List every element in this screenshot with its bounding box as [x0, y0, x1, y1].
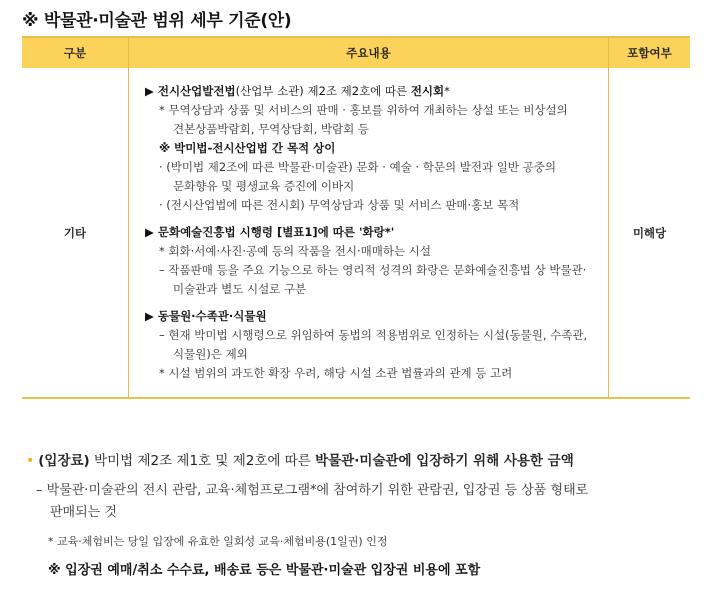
inclusion-cell: 미해당 [609, 68, 691, 398]
content-line: 미술관과 별도 시설로 구분 [173, 282, 307, 296]
table-header-row [22, 37, 690, 68]
section-zoo [145, 307, 600, 383]
section-exhibition [145, 82, 600, 215]
admission-section [26, 450, 706, 578]
content-line: · (전시산업법에 따른 전시회) 무역상담과 상품 및 서비스 판매·홍보 목적 [159, 198, 520, 212]
content-line: * 무역상담과 상품 및 서비스의 판매 · 홍보를 위하여 개최하는 상설 또는 비상설의 [159, 103, 568, 117]
admission-note: * 교육·체험비는 당일 입장에 유효한 일회성 교육·체험비용(1일권) 인정 [48, 535, 388, 548]
admission-fee-note: ※ 입장권 예매/취소 수수료, 배송료 등은 박물관·미술관 입장권 비용에 포함 [48, 563, 481, 578]
content-line: 문화향유 및 평생교육 증진에 이바지 [173, 179, 355, 193]
section-heading: ▶ 전시산업발전법(산업부 소관) 제2조 제2호에 따른 전시회* [145, 84, 450, 98]
admission-detail-line: – 박물관·미술관의 전시 관람, 교육·체험프로그램*에 참여하기 위한 관람권, 입장권 등 상품 형태로 [36, 483, 589, 498]
header-inclusion: 포함여부 [609, 37, 691, 68]
bullet-dot-icon: • [26, 453, 35, 469]
admission-bullet: • (입장료) 박미법 제2조 제1호 및 제2호에 따른 박물관·미술관에 입장하기 위해 사용한 금액 [26, 453, 574, 469]
content-line: * 시설 범위의 과도한 확장 우려, 해당 시설 소관 법률과의 관계 등 고려 [159, 366, 513, 380]
content-line: – 현재 박미법 시행령으로 위임하여 동법의 적용범위로 인정하는 시설(동물원, 수족관, [159, 328, 588, 342]
content-line: 견본상품박람회, 무역상담회, 박람회 등 [173, 122, 370, 136]
header-category: 구분 [22, 37, 129, 68]
section-heading: ▶ 문화예술진흥법 시행령 [별표1]에 따른 '화랑*' [145, 225, 395, 239]
page-title: ※ 박물관·미술관 범위 세부 기준(안) [22, 11, 292, 31]
category-cell: 기타 [63, 225, 87, 240]
criteria-table [22, 36, 690, 399]
content-line: – 작품판매 등을 주요 기능으로 하는 영리적 성격의 화랑은 문화예술진흥법 상 박물관· [159, 263, 587, 277]
header-content: 주요내용 [129, 37, 609, 68]
table-row [22, 68, 690, 398]
content-line: ※ 박미법-전시산업법 간 목적 상이 [159, 141, 336, 155]
content-line: * 회화·서예·사진·공예 등의 작품을 전시·매매하는 시설 [159, 244, 431, 258]
section-gallery [145, 223, 600, 299]
content-cell [129, 68, 609, 398]
admission-detail-line: 판매되는 것 [50, 505, 117, 520]
content-line: · (박미법 제2조에 따른 박물관·미술관) 문화 · 예술 · 학문의 발전과 일반 공중의 [159, 160, 556, 174]
content-line: 식물원)은 제외 [173, 347, 248, 361]
section-heading: ▶ 동물원·수족관·식물원 [145, 309, 267, 323]
